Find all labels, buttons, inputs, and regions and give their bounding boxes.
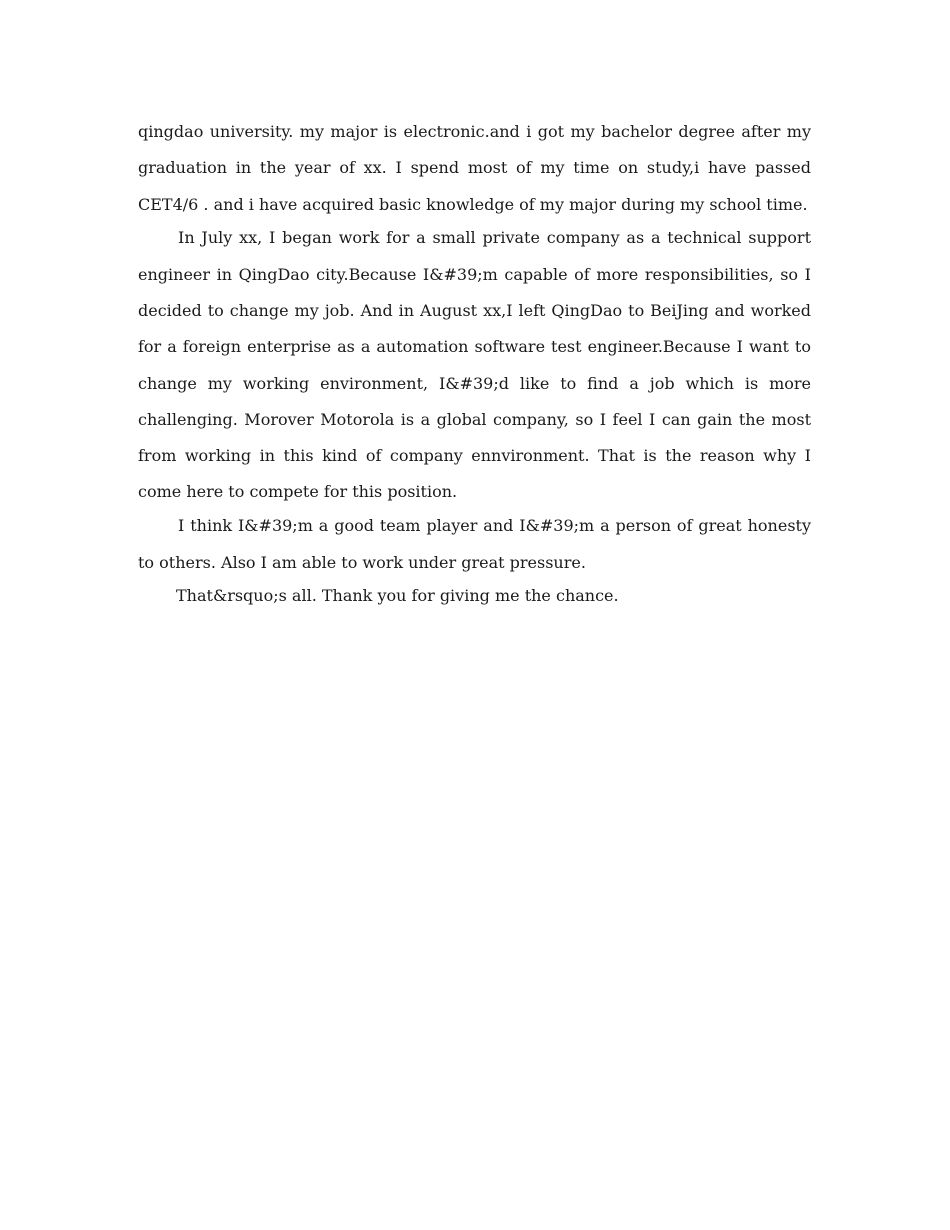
paragraph-work-experience: In July xx, I began work for a small private company as a technical support engineer in QingDao city.Because I&#39;m capable of more responsibilities, so I decided to change my job. And in August xx,I left QingDao to BeiJing and worked for a foreign enterprise as a automation software test engineer.Because I want to change my working environment, I&#39;d like to find a job which is more challenging. Morover Motorola is a global company, so I feel I can gain the most from working in this kind of company ennvironment. That is the reason why I come here to compete for this position. — [138, 228, 811, 502]
paragraph-personal-qualities: I think I&#39;m a good team player and I&#39;m a person of great honesty to others. Also I am able to work under great pressure. — [138, 516, 811, 572]
document-body — [138, 114, 811, 612]
paragraph-closing: That&rsquo;s all. Thank you for giving me the chance. — [176, 586, 619, 606]
paragraph-education: qingdao university. my major is electronic.and i got my bachelor degree after my graduation in the year of xx. I spend most of my time on study,i have passed CET4/6 . and i have acquired basic knowledge of my major during my school time. — [138, 122, 811, 214]
